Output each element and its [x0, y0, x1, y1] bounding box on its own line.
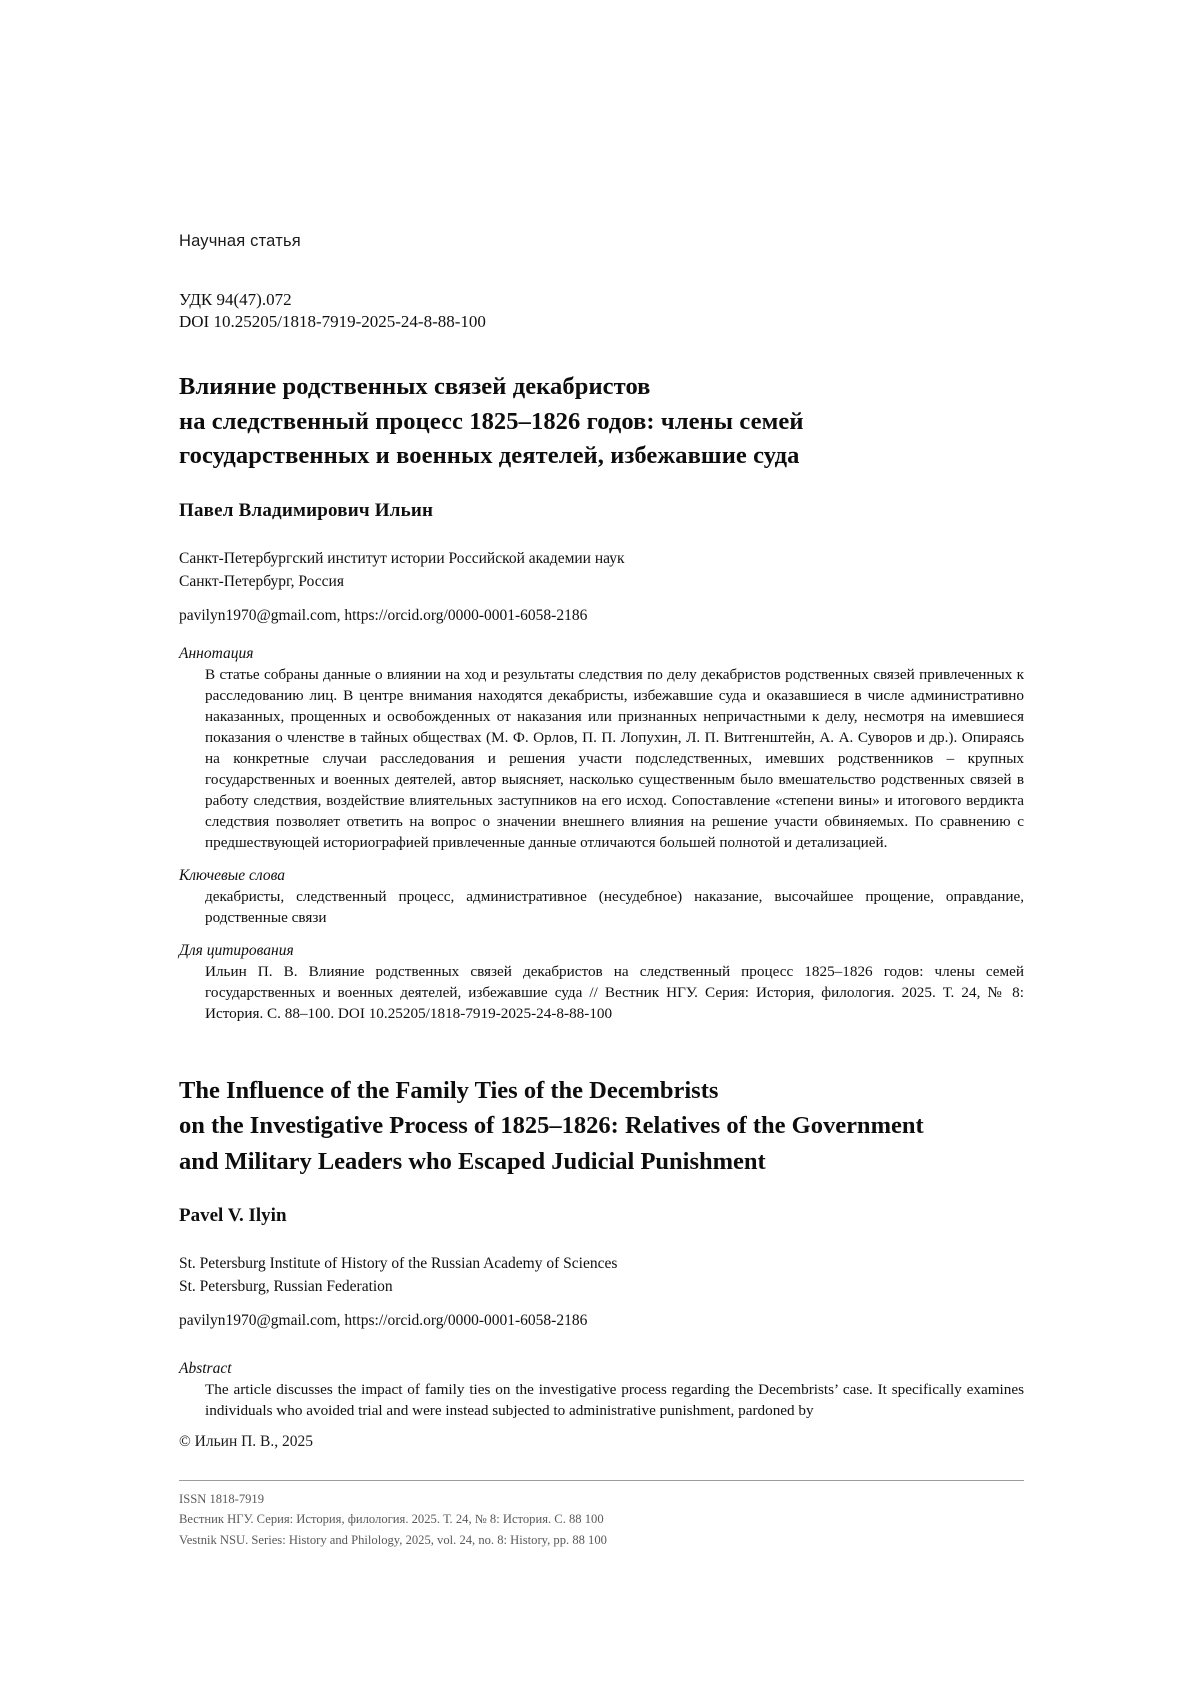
footer-journal-en: Vestnik NSU. Series: History and Philology, 2025, vol. 24, no. 8: History, pp. 88 100: [179, 1532, 607, 1547]
identifier-block: [179, 289, 1024, 334]
author-contact-en[interactable]: pavilyn1970@gmail.com, https://orcid.org/0000-0001-6058-2186: [179, 1312, 588, 1330]
affiliation-en-line-1: St. Petersburg Institute of History of the Russian Academy of Sciences: [179, 1255, 618, 1273]
affiliation-ru-line-2: Санкт-Петербург, Россия: [179, 572, 344, 590]
page-footer: [179, 1489, 1024, 1550]
title-ru-line-1: Влияние родственных связей декабристов: [179, 372, 651, 400]
abstract-text-en: The article discusses the impact of family ties on the investigative process regarding the Decembrists’ case. It specifically examines individuals who avoided trial and were instead subjected to administrative punishment, pardoned by: [205, 1381, 1024, 1420]
footer-divider: [179, 1480, 1024, 1481]
author-name-ru: Павел Владимирович Ильин: [179, 500, 434, 522]
page-title-en: [179, 1073, 1024, 1180]
abstract-label-ru: Аннотация: [179, 645, 254, 663]
abstract-text-ru: В статье собраны данные о влиянии на ход и результаты следствия по делу декабристов родственных связей привлеченных к расследованию лиц. В центре внимания находятся декабристы, избежавшие суда и оказавшиеся в числе административно наказанных, прощенных и освобожденных от наказания или признанных непричастными к делу, несмотря на имевшиеся показания о членстве в тайных обществах (М. Ф. Орлов, П. П. Лопухин, Л. П. Витгенштейн, А. А. Суворов и др.). Опираясь на конкретные случаи расследования и решения участи подследственных, имевших родственников – крупных государственных и военных деятелей, автор выясняет, насколько существенным было вмешательство родственных связей в работу следствия, воздействие влиятельных заступников на его исход. Сопоставление «степени вины» и итогового вердикта следствия позволяет ответить на вопрос о значении внешнего влияния на решение участи обвиняемых. По сравнению с предшествующей историографией привлеченные данные отличаются большей полнотой и детализацией.: [205, 666, 1024, 851]
footer-issn: ISSN 1818-7919: [179, 1492, 265, 1506]
citation-label-ru: Для цитирования: [179, 941, 294, 959]
abstract-label-en: Abstract: [179, 1360, 232, 1378]
title-ru-line-3: государственных и военных деятелей, избежавшие суда: [179, 442, 800, 470]
affiliation-en-line-2: St. Petersburg, Russian Federation: [179, 1277, 393, 1295]
page-content: [179, 0, 1024, 1422]
title-en-line-3: and Military Leaders who Escaped Judicial Punishment: [179, 1147, 766, 1175]
affiliation-en: [179, 1253, 1024, 1298]
copyright-line: © Ильин П. В., 2025: [179, 1433, 314, 1450]
author-contact-ru[interactable]: pavilyn1970@gmail.com, https://orcid.org/0000-0001-6058-2186: [179, 607, 588, 625]
doi-line: DOI 10.25205/1818-7919-2025-24-8-88-100: [179, 312, 486, 332]
author-name-en: Pavel V. Ilyin: [179, 1205, 287, 1227]
title-en-line-2: on the Investigative Process of 1825–1826: Relatives of the Government: [179, 1112, 924, 1140]
affiliation-ru-line-1: Санкт-Петербургский институт истории Российской академии наук: [179, 550, 625, 568]
title-ru-line-2: на следственный процесс 1825–1826 годов: члены семей: [179, 407, 804, 435]
keywords-text-ru: декабристы, следственный процесс, административное (несудебное) наказание, высочайшее прощение, оправдание, родственные связи: [205, 887, 1024, 926]
affiliation-ru: [179, 548, 1024, 593]
udk-line: УДК 94(47).072: [179, 290, 292, 309]
page-title-ru: [179, 370, 1024, 474]
footer-journal-ru: Вестник НГУ. Серия: История, филология. 2025. Т. 24, № 8: История. С. 88 100: [179, 1512, 604, 1527]
article-type-label: Научная статья: [179, 232, 301, 250]
citation-text-ru: Ильин П. В. Влияние родственных связей декабристов на следственный процесс 1825–1826 годов: члены семей государственных и военных деятелей, избежавшие суда // Вестник НГУ. Серия: История, филология. 2025. Т. 24, № 8: История. С. 88–100. DOI 10.25205/1818-7919-2025-24-8-88-100: [205, 962, 1024, 1022]
keywords-label-ru: Ключевые слова: [179, 866, 285, 884]
title-en-line-1: The Influence of the Family Ties of the Decembrists: [179, 1076, 719, 1104]
